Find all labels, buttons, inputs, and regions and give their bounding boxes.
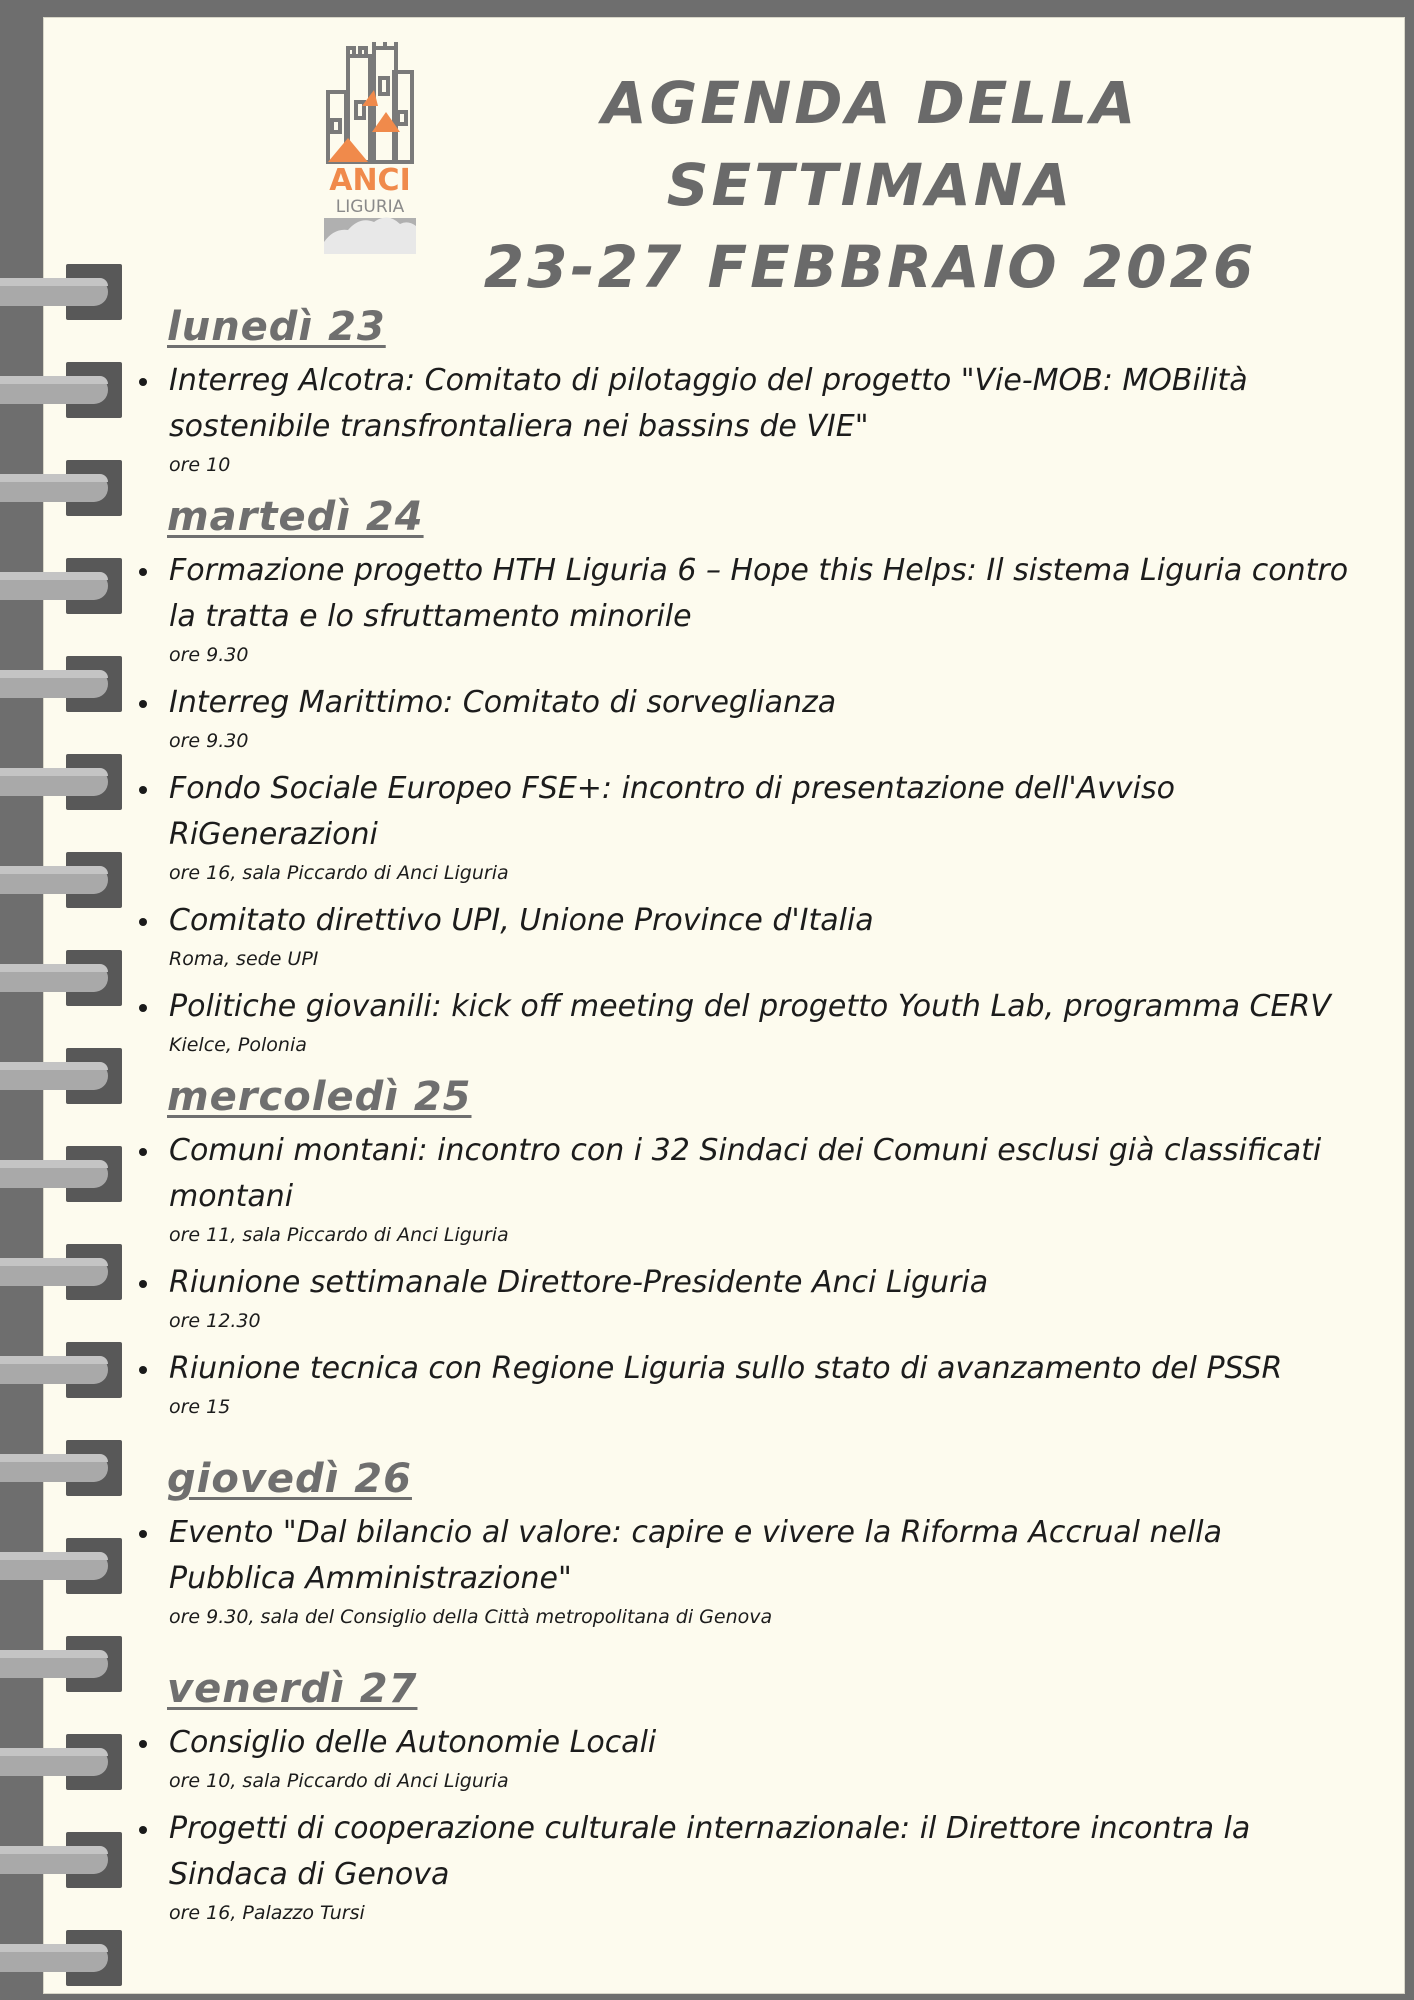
event-item <box>0 358 1414 480</box>
event-item <box>0 984 1414 1060</box>
event-details: ore 9.30, sala del Consiglio della Città metropolitana di Genova <box>169 1606 773 1628</box>
event-item <box>0 1128 1414 1250</box>
event-list <box>0 1720 1414 1928</box>
day-heading: venerdì 27 <box>167 1666 418 1712</box>
event-list <box>0 1128 1414 1422</box>
event-details: Kielce, Polonia <box>169 1034 307 1056</box>
day-heading: lunedì 23 <box>167 304 386 350</box>
event-title: Comuni montani: incontro con i 32 Sindaci dei Comuni esclusi già classificati montani <box>169 1133 1322 1214</box>
logo-text-anci: ANCI <box>329 163 411 198</box>
event-item <box>0 1346 1414 1422</box>
event-details: ore 9.30 <box>169 644 249 666</box>
event-details: ore 12.30 <box>169 1310 261 1332</box>
day-section <box>0 1432 1414 1632</box>
binding-ring <box>0 1930 130 1988</box>
day-heading: martedì 24 <box>167 494 424 540</box>
event-title: Progetti di cooperazione culturale internazionale: il Direttore incontra la Sindaca di Genova <box>169 1811 1251 1892</box>
day-section <box>0 1642 1414 1928</box>
event-details: Roma, sede UPI <box>169 948 319 970</box>
ring-wire <box>0 1944 108 1972</box>
spacer <box>0 1432 1414 1452</box>
event-item <box>0 548 1414 670</box>
event-item <box>0 680 1414 756</box>
event-title: Formazione progetto HTH Liguria 6 – Hope this Helps: Il sistema Liguria contro la tratta e lo sfruttamento minorile <box>169 553 1349 634</box>
day-section <box>0 1070 1414 1422</box>
event-item <box>0 1720 1414 1796</box>
event-title: Riunione settimanale Direttore-Presidente Anci Liguria <box>169 1265 989 1300</box>
event-details: ore 10, sala Piccardo di Anci Liguria <box>169 1770 509 1792</box>
event-details: ore 11, sala Piccardo di Anci Liguria <box>169 1224 509 1246</box>
day-section <box>0 300 1414 480</box>
day-section <box>0 490 1414 1060</box>
event-item <box>0 1260 1414 1336</box>
event-title: Riunione tecnica con Regione Liguria sullo stato di avanzamento del PSSR <box>169 1351 1283 1386</box>
logo-text-liguria: LIGURIA <box>335 197 405 217</box>
event-title: Evento "Dal bilancio al valore: capire e vivere la Riforma Accrual nella Pubblica Amministrazione" <box>169 1515 1223 1596</box>
event-title: Comitato direttivo UPI, Unione Province d'Italia <box>169 903 874 938</box>
event-title: Interreg Alcotra: Comitato di pilotaggio del progetto "Vie-MOB: MOBilità sostenibile transfrontaliera nei bassins de VIE" <box>169 363 1248 444</box>
event-list <box>0 548 1414 1060</box>
day-heading: mercoledì 25 <box>167 1074 472 1120</box>
event-title: Consiglio delle Autonomie Locali <box>169 1725 657 1760</box>
event-item <box>0 766 1414 888</box>
page-title <box>440 62 1300 308</box>
event-item <box>0 1806 1414 1928</box>
event-title: Fondo Sociale Europeo FSE+: incontro di presentazione dell'Avviso RiGenerazioni <box>169 771 1175 852</box>
event-details: ore 9.30 <box>169 730 249 752</box>
title-line-2: 23-27 FEBBRAIO 2026 <box>483 233 1257 301</box>
day-heading: giovedì 26 <box>167 1456 412 1502</box>
event-details: ore 15 <box>169 1396 231 1418</box>
event-item <box>0 1510 1414 1632</box>
anci-liguria-logo <box>322 42 418 254</box>
title-line-1: AGENDA DELLA SETTIMANA <box>601 69 1139 219</box>
event-title: Politiche giovanili: kick off meeting del progetto Youth Lab, programma CERV <box>169 989 1331 1024</box>
event-details: ore 16, sala Piccardo di Anci Liguria <box>169 862 509 884</box>
agenda-list <box>0 300 1414 1938</box>
spacer <box>0 1642 1414 1662</box>
event-title: Interreg Marittimo: Comitato di sorveglianza <box>169 685 837 720</box>
event-details: ore 16, Palazzo Tursi <box>169 1902 365 1924</box>
event-list <box>0 358 1414 480</box>
event-details: ore 10 <box>169 454 231 476</box>
event-item <box>0 898 1414 974</box>
event-list <box>0 1510 1414 1632</box>
